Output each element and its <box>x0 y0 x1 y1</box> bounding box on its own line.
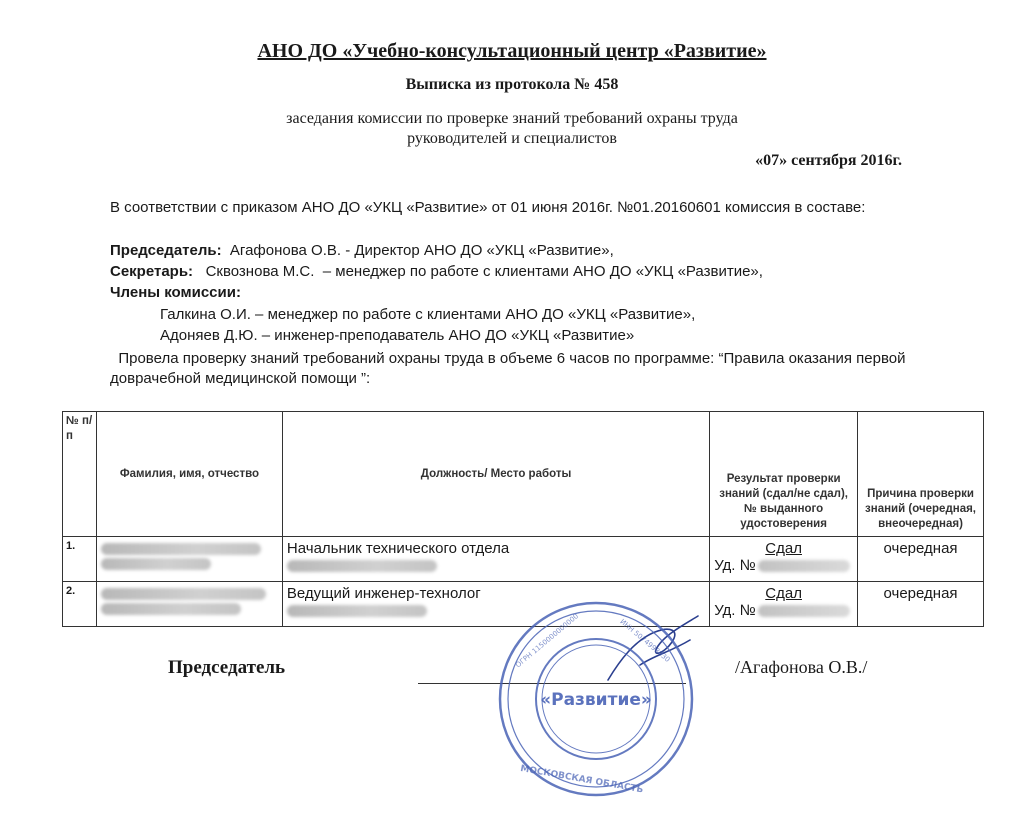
intro-paragraph: В соответствии с приказом АНО ДО «УКЦ «Развитие» от 01 июня 2016г. №01.20160601 комиссия в составе: <box>110 199 866 216</box>
result-cell <box>710 582 858 627</box>
document-title: Выписка из протокола № 458 <box>405 76 619 93</box>
subtitle-line-1: заседания комиссии по проверке знаний требований охраны труда <box>286 110 738 127</box>
subtitle-line-2: руководителей и специалистов <box>407 130 617 147</box>
secretary-value: Сквознова М.С. – менеджер по работе с клиентами АНО ДО «УКЦ «Развитие», <box>193 263 763 280</box>
document-date: «07» сентября 2016г. <box>755 152 902 169</box>
secretary-label: Секретарь: <box>110 263 194 280</box>
redaction-blur <box>758 560 850 572</box>
certificate-prefix: Уд. № <box>714 557 756 574</box>
row-number: 1. <box>63 537 97 582</box>
position-cell <box>282 537 709 582</box>
chairman-label: Председатель: <box>110 242 222 259</box>
signature-label: Председатель <box>168 657 286 678</box>
svg-text:МОСКОВСКАЯ ОБЛАСТЬ: МОСКОВСКАЯ ОБЛАСТЬ <box>519 764 644 796</box>
reason-cell: очередная <box>858 582 984 627</box>
member-2: Адоняев Д.Ю. – инженер-преподаватель АНО ДО «УКЦ «Развитие» <box>160 327 635 344</box>
secretary-line <box>110 262 930 282</box>
table-header-row <box>63 412 984 537</box>
header-result: Результат проверки знаний (сдал/не сдал), № выданного удостоверения <box>710 412 858 537</box>
header-name: Фамилия, имя, отчество <box>96 412 282 537</box>
organization-stamp <box>496 599 696 799</box>
organization-title: АНО ДО «Учебно-консультационный центр «Развитие» <box>257 40 767 62</box>
redaction-blur <box>101 543 261 555</box>
header-position: Должность/ Место работы <box>282 412 709 537</box>
table-row <box>63 537 984 582</box>
name-redacted <box>96 537 282 582</box>
reason-cell: очередная <box>858 537 984 582</box>
redaction-blur <box>287 560 437 572</box>
row-number: 2. <box>63 582 97 627</box>
position-text: Начальник технического отдела <box>286 540 510 557</box>
name-redacted <box>96 582 282 627</box>
svg-text:ИНН 5074998030: ИНН 5074998030 <box>618 617 672 664</box>
result-text: Сдал <box>765 585 802 602</box>
conclusion-paragraph: Провела проверку знаний требований охраны труда в объеме 6 часов по программе: “Правила оказания первой доврачебной медицинской помощи ”: <box>110 350 910 387</box>
redaction-blur <box>287 605 427 617</box>
certificate-prefix: Уд. № <box>714 602 756 619</box>
svg-text:ОГРН 1150000000000: ОГРН 1150000000000 <box>514 612 581 670</box>
signature-name: /Агафонова О.В./ <box>735 657 868 677</box>
results-table <box>62 411 984 627</box>
chairman-line <box>110 241 930 261</box>
member-1: Галкина О.И. – менеджер по работе с клиентами АНО ДО «УКЦ «Развитие», <box>160 306 696 323</box>
stamp-center-text: «Развитие» <box>540 690 652 710</box>
header-reason: Причина проверки знаний (очередная, внеочередная) <box>858 412 984 537</box>
redaction-blur <box>101 558 211 570</box>
redaction-blur <box>101 588 266 600</box>
position-text: Ведущий инженер-технолог <box>286 585 481 602</box>
header-number: № п/ п <box>63 412 97 537</box>
result-text: Сдал <box>765 540 802 557</box>
chairman-value: Агафонова О.В. - Директор АНО ДО «УКЦ «Развитие», <box>221 242 614 259</box>
result-cell <box>710 537 858 582</box>
members-title: Члены комиссии: <box>110 284 241 301</box>
redaction-blur <box>101 603 241 615</box>
redaction-blur <box>758 605 850 617</box>
